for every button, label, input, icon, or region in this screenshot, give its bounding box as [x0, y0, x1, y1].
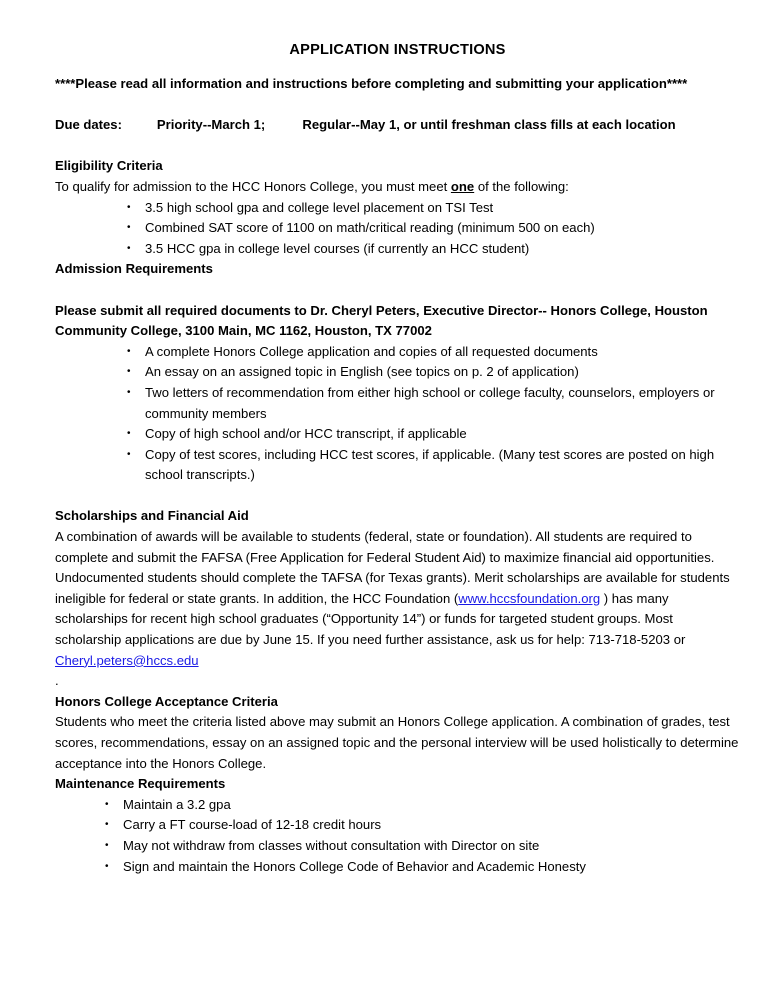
admission-heading: Admission Requirements	[55, 261, 213, 277]
list-item: • May not withdraw from classes without consultation with Director on site	[55, 836, 740, 857]
maintenance-heading: Maintenance Requirements	[55, 776, 226, 792]
eligibility-emphasis: one	[450, 178, 475, 194]
spacer	[55, 280, 740, 301]
spacer	[55, 136, 740, 157]
spacer	[55, 486, 740, 507]
due-dates-label: Due dates:	[55, 117, 122, 133]
admission-submit-instruction: Please submit all required documents to Dr. Cheryl Peters, Executive Director-- Honors College, Houston Community College, 3100 Main, MC 1162, Houston, TX 77002	[55, 302, 708, 339]
cheryl-peters-email-link[interactable]: Cheryl.peters@hccs.edu	[55, 652, 199, 668]
list-item: • An essay on an assigned topic in English (see topics on p. 2 of application)	[55, 362, 740, 383]
acceptance-heading: Honors College Acceptance Criteria	[55, 693, 278, 709]
list-item: • 3.5 high school gpa and college level placement on TSI Test	[55, 198, 740, 219]
list-item: • 3.5 HCC gpa in college level courses (if currently an HCC student)	[55, 239, 740, 260]
due-dates-priority: Priority--March 1;	[156, 117, 266, 133]
list-item: • Carry a FT course-load of 12-18 credit hours	[55, 815, 740, 836]
admission-list	[55, 342, 740, 486]
page-title: APPLICATION INSTRUCTIONS	[289, 42, 506, 58]
list-item: • Sign and maintain the Honors College Code of Behavior and Academic Honesty	[55, 857, 740, 878]
list-item: • Two letters of recommendation from either high school or college faculty, counselors, employers or community members	[55, 383, 740, 424]
acceptance-paragraph: Students who meet the criteria listed above may submit an Honors College application. A combination of grades, test scores, recommendations, essay on an assigned topic and the personal interview will be used holistically to determine acceptance into the Honors College.	[55, 714, 739, 771]
eligibility-list	[55, 198, 740, 260]
hccs-foundation-link[interactable]: www.hccsfoundation.org	[458, 590, 601, 606]
notice-text: ****Please read all information and instructions before completing and submitting your application****	[55, 76, 688, 91]
scholarships-text-part2: ) has many scholarships for recent high school graduates (“Opportunity 14”) or funds for targeted student groups. Most scholarship applications are due by June 15. If you need further assistance, ask us for help: 713-718-5203 or	[55, 590, 686, 648]
eligibility-intro-after: of the following:	[474, 178, 569, 194]
scholarships-paragraph	[55, 527, 740, 671]
due-dates-regular: Regular--May 1, or until freshman class fills at each location	[302, 117, 676, 133]
maintenance-list	[55, 795, 740, 877]
list-item: • Copy of test scores, including HCC test scores, if applicable. (Many test scores are posted on high school transcripts.)	[55, 445, 740, 486]
list-item: • Maintain a 3.2 gpa	[55, 795, 740, 816]
spacer	[55, 95, 740, 116]
scholarships-heading: Scholarships and Financial Aid	[55, 508, 249, 524]
list-item: • Combined SAT score of 1100 on math/critical reading (minimum 500 on each)	[55, 218, 740, 239]
list-item: • A complete Honors College application and copies of all requested documents	[55, 342, 740, 363]
due-dates-line	[55, 115, 740, 136]
eligibility-intro-before: To qualify for admission to the HCC Honors College, you must meet	[55, 178, 451, 194]
list-item: • Copy of high school and/or HCC transcript, if applicable	[55, 424, 740, 445]
eligibility-intro	[55, 177, 740, 198]
eligibility-heading: Eligibility Criteria	[55, 158, 163, 174]
trailing-period: .	[55, 673, 59, 689]
scholarships-text-part1: A combination of awards will be available to students (federal, state or foundation). All students are required to complete and submit the FAFSA (Free Application for Federal Student Aid) to maximize financial aid opportunities. Undocumented students should complete the TAFSA (for Texas grants). Merit scholarships are available for students ineligible for federal or state grants. In addition, the HCC Foundation (	[55, 529, 730, 606]
